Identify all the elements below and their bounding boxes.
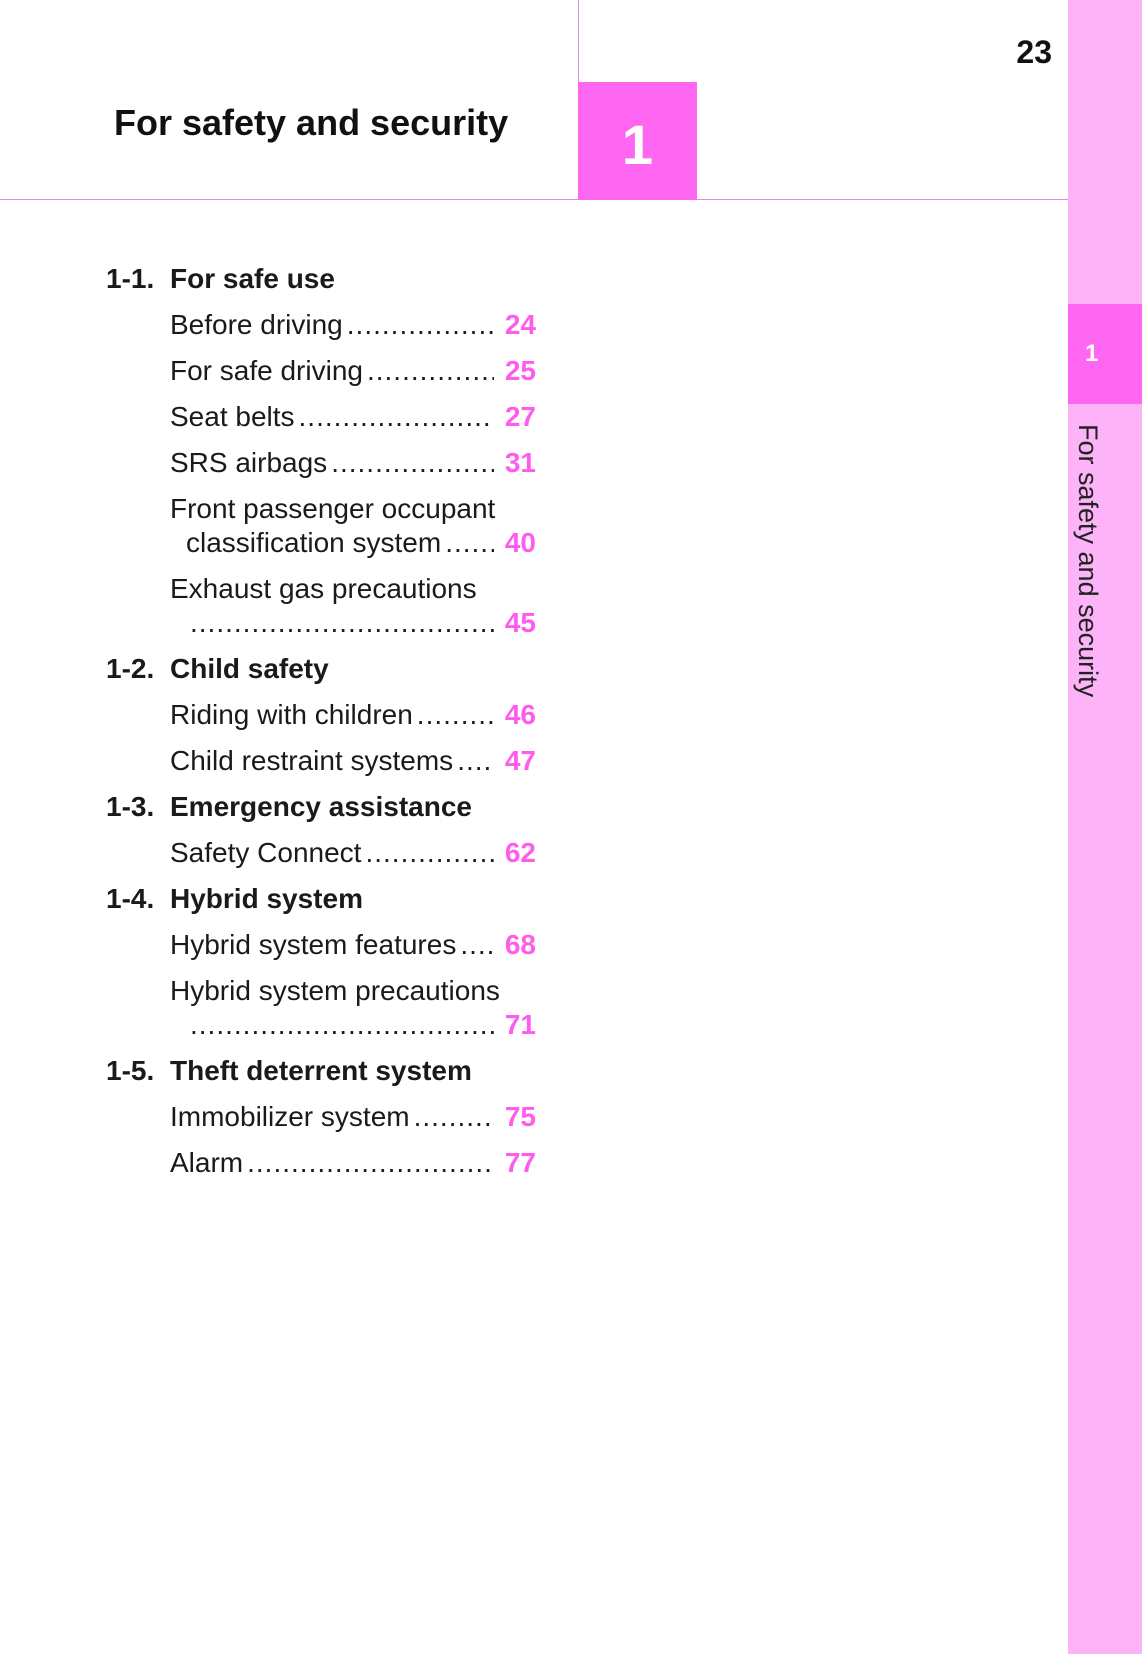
entry-title: Child restraint systems [170,745,454,776]
leader-dots [365,836,494,882]
section-title: Child safety [170,653,329,684]
section-title: Hybrid system [170,883,363,914]
toc-entry[interactable] [170,572,536,652]
entry-page-link[interactable]: 77 [504,1147,536,1178]
toc-entry[interactable] [170,836,536,882]
toc-entry[interactable] [170,698,536,744]
leader-dots [190,1008,494,1042]
toc-section-1-3[interactable] [106,790,536,836]
entry-title: Hybrid system precautions [170,975,500,1006]
entry-title: Seat belts [170,401,295,432]
entry-page-link[interactable]: 31 [504,447,536,478]
entry-page-link[interactable]: 45 [504,607,536,638]
side-chapter-label: For safety and security [1073,424,1103,698]
leader-dots [414,1100,494,1146]
section-number: 1-1. [106,263,155,294]
entry-page-link[interactable]: 27 [504,401,536,432]
toc-entry[interactable] [170,354,536,400]
entry-title: Riding with children [170,699,413,730]
toc-section-1-1[interactable] [106,262,536,308]
section-title: Emergency assistance [170,791,472,822]
side-chapter-tab[interactable]: 1 [1068,304,1142,404]
entry-title: Alarm [170,1147,244,1178]
entry-title: For safe driving [170,355,363,386]
toc-entry[interactable] [170,446,536,492]
entry-title: SRS airbags [170,447,328,478]
page-number: 23 [1016,34,1052,70]
leader-dots [460,928,494,974]
leader-dots [445,526,494,560]
toc-entry[interactable] [170,1100,536,1146]
toc-entry[interactable] [170,1146,536,1192]
section-number: 1-2. [106,653,155,684]
section-number: 1-3. [106,791,155,822]
entry-page-link[interactable]: 62 [504,837,536,868]
entry-page-link[interactable]: 75 [504,1101,536,1132]
toc-section-1-2[interactable] [106,652,536,698]
leader-dots [299,400,494,446]
entry-page-link[interactable]: 46 [504,699,536,730]
side-index-strip [1068,0,1142,1654]
leader-dots [457,744,494,790]
entry-title: Safety Connect [170,837,362,868]
entry-title-continued: classification system [186,527,442,558]
entry-title: Front passenger occupant [170,493,496,524]
entry-page-link[interactable]: 40 [504,527,536,558]
chapter-number-box: 1 [578,82,697,200]
toc-entry[interactable] [170,974,536,1054]
leader-dots [417,698,494,744]
entry-page-link[interactable]: 47 [504,745,536,776]
section-title: For safe use [170,263,335,294]
section-title: Theft deterrent system [170,1055,472,1086]
entry-page-link[interactable]: 25 [504,355,536,386]
entry-page-link[interactable]: 24 [504,309,536,340]
section-number: 1-5. [106,1055,155,1086]
entry-title: Immobilizer system [170,1101,410,1132]
leader-dots [331,446,494,492]
leader-dots [347,308,494,354]
toc-section-1-5[interactable] [106,1054,536,1100]
toc-entry[interactable] [170,400,536,446]
chapter-title: For safety and security [114,102,509,143]
entry-title: Hybrid system features [170,929,457,960]
toc-entry[interactable] [170,744,536,790]
leader-dots [247,1146,494,1192]
entry-page-link[interactable]: 68 [504,929,536,960]
header-horizontal-divider [0,199,1068,200]
toc-entry[interactable] [170,308,536,354]
leader-dots [367,354,494,400]
leader-dots [190,606,494,640]
table-of-contents [106,262,536,1192]
entry-page-link[interactable]: 71 [504,1009,536,1040]
section-number: 1-4. [106,883,155,914]
toc-section-1-4[interactable] [106,882,536,928]
entry-title: Exhaust gas precautions [170,573,477,604]
toc-entry[interactable] [170,928,536,974]
entry-title: Before driving [170,309,343,340]
toc-entry[interactable] [170,492,536,572]
